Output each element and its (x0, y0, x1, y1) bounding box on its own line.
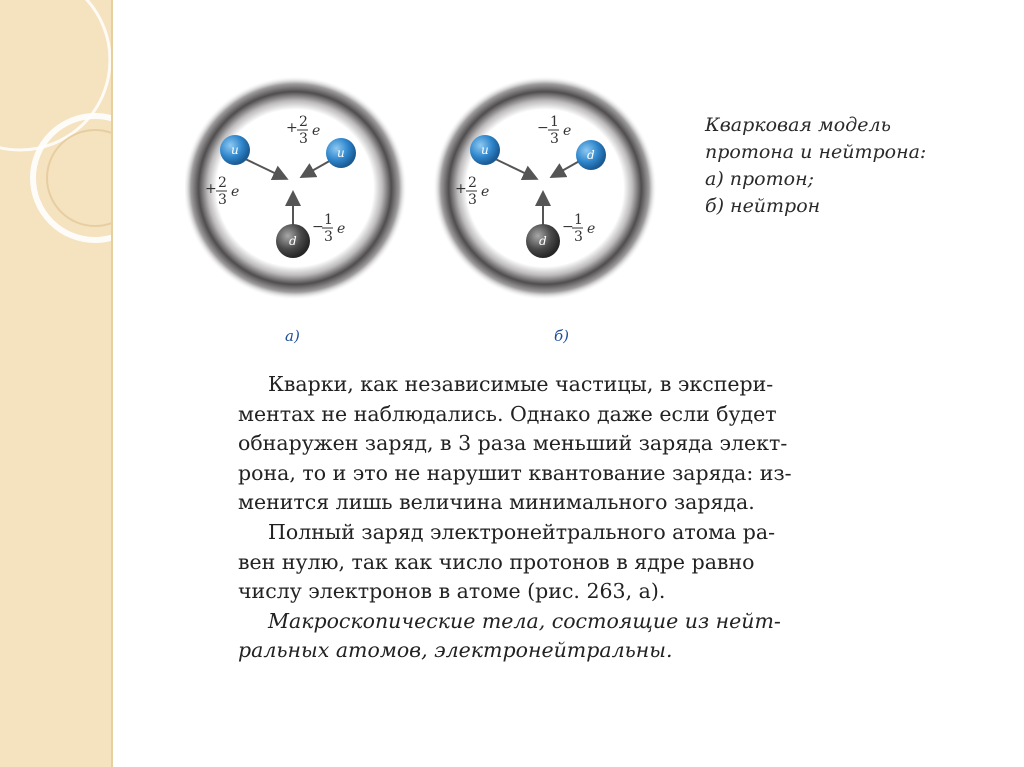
neutron-diagram (433, 70, 663, 320)
svg-text:+: + (455, 181, 467, 197)
svg-text:e: e (231, 184, 240, 200)
quark-letter: d (289, 234, 297, 248)
svg-text:2: 2 (299, 114, 308, 130)
text-line: Кварки, как независимые частицы, в экспери- (268, 372, 774, 396)
quark-letter: u (337, 146, 345, 160)
svg-text:1: 1 (574, 212, 583, 228)
figure-caption (705, 112, 1005, 220)
svg-text:e: e (337, 221, 346, 237)
quark-letter: u (481, 143, 489, 157)
text-line: ментах не наблюдались. Однако даже если будет (238, 401, 777, 426)
svg-text:e: e (481, 184, 490, 200)
svg-text:3: 3 (299, 131, 308, 147)
body-text (238, 370, 898, 666)
svg-text:3: 3 (468, 192, 477, 208)
text-line: менится лишь величина минимального заряда. (238, 490, 755, 515)
svg-text:1: 1 (550, 114, 559, 130)
figure-label-a: а) (285, 327, 300, 345)
text-line: обнаружен заряд, в 3 раза меньший заряда элект- (238, 431, 788, 456)
caption-line: б) нейтрон (705, 195, 821, 217)
decorative-circles (0, 0, 111, 767)
svg-text:3: 3 (218, 192, 227, 208)
svg-text:3: 3 (574, 229, 583, 245)
svg-text:e: e (563, 123, 572, 139)
svg-text:1: 1 (324, 212, 333, 228)
text-line: рона, то и это не нарушит квантование заряда: из- (238, 460, 792, 485)
svg-text:e: e (587, 221, 596, 237)
figure-label-b: б) (554, 327, 570, 345)
text-line: Макроскопические тела, состоящие из нейт- (268, 608, 781, 633)
svg-text:+: + (205, 181, 217, 197)
proton-diagram (185, 70, 415, 320)
quark-letter: d (587, 148, 595, 162)
caption-line: протона и нейтрона: (705, 141, 927, 163)
svg-text:e: e (312, 123, 321, 139)
svg-text:−: − (562, 219, 574, 235)
caption-line: а) протон; (705, 168, 814, 190)
svg-text:3: 3 (550, 131, 559, 147)
slide (113, 0, 1024, 767)
text-line: Полный заряд электронейтрального атома ра- (268, 519, 776, 544)
svg-text:2: 2 (468, 175, 477, 191)
svg-text:−: − (312, 219, 324, 235)
svg-text:−: − (537, 120, 549, 136)
svg-text:2: 2 (218, 175, 227, 191)
quark-letter: d (539, 234, 547, 248)
text-line: ральных атомов, электронейтральны. (238, 638, 673, 663)
quark-letter: u (231, 143, 239, 157)
text-line: числу электронов в атоме (рис. 263, а). (238, 579, 666, 604)
text-line: вен нулю, так как число протонов в ядре равно (238, 549, 755, 574)
caption-line: Кварковая модель (705, 114, 891, 136)
svg-text:3: 3 (324, 229, 333, 245)
decorative-side-strip (0, 0, 113, 767)
svg-text:+: + (286, 120, 298, 136)
